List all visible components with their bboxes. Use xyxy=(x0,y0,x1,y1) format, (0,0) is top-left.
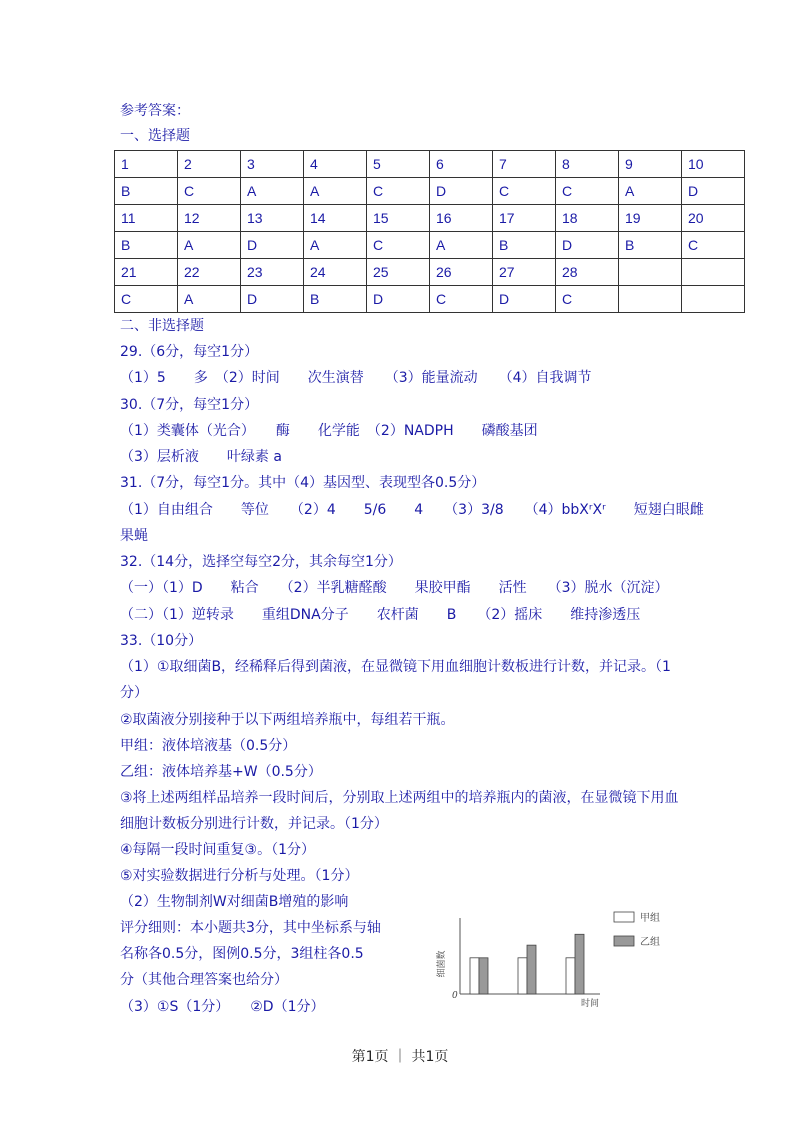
q31-answer-line2: 果蝇 xyxy=(120,528,148,544)
question-number-cell: 16 xyxy=(430,205,493,232)
answer-cell: B xyxy=(115,232,178,259)
answer-cell: D xyxy=(682,178,745,205)
bar-yi-1 xyxy=(479,958,488,994)
question-number-cell: 28 xyxy=(556,259,619,286)
answer-cell: A xyxy=(430,232,493,259)
legend-label-2: 乙组 xyxy=(640,937,660,948)
q33-heading: 33.（10分） xyxy=(120,633,203,649)
q33-line8: ④每隔一段时间重复③。（1分） xyxy=(120,842,316,858)
q29-answer: （1）5 多 （2）时间 次生演替 （3）能量流动 （4）自我调节 xyxy=(120,370,592,386)
q33-line11: 评分细则：本小题共3分，其中坐标系与轴 xyxy=(120,920,381,936)
section1-title: 一、选择题 xyxy=(120,128,190,144)
question-number-cell xyxy=(619,259,682,286)
answer-cell: C xyxy=(115,286,178,313)
y-axis-label: 细菌数 xyxy=(437,950,447,978)
q33-line14: （3）①S（1分） ②D（1分） xyxy=(120,999,325,1015)
question-number-cell: 3 xyxy=(241,151,304,178)
q30-heading: 30.（7分，每空1分） xyxy=(120,397,259,413)
question-number-cell: 2 xyxy=(178,151,241,178)
answer-cell xyxy=(682,286,745,313)
answer-cell: C xyxy=(556,286,619,313)
question-number-cell: 5 xyxy=(367,151,430,178)
q33-line9: ⑤对实验数据进行分析与处理。（1分） xyxy=(120,868,359,884)
answer-cell: D xyxy=(430,178,493,205)
q33-line7: 细胞计数板分别进行计数，并记录。（1分） xyxy=(120,816,388,832)
answer-table-row xyxy=(115,259,745,286)
answer-cell: C xyxy=(178,178,241,205)
bar-jia-3 xyxy=(566,958,575,994)
question-number-cell: 17 xyxy=(493,205,556,232)
answer-cell: C xyxy=(682,232,745,259)
question-number-cell: 14 xyxy=(304,205,367,232)
q33-line3: ②取菌液分别接种于以下两组培养瓶中，每组若干瓶。 xyxy=(120,712,455,728)
q33-line2: 分） xyxy=(120,685,148,701)
question-number-cell: 25 xyxy=(367,259,430,286)
q33-line5: 乙组：液体培养基+W（0.5分） xyxy=(120,764,322,780)
answer-cell: B xyxy=(304,286,367,313)
legend-swatch-1 xyxy=(614,912,634,922)
answer-cell: D xyxy=(556,232,619,259)
answer-table-row xyxy=(115,178,745,205)
question-number-cell: 23 xyxy=(241,259,304,286)
q32-heading: 32.（14分，选择空每空2分，其余每空1分） xyxy=(120,554,402,570)
answer-cell: C xyxy=(367,232,430,259)
answer-cell: B xyxy=(115,178,178,205)
page-footer: 第1页 ｜ 共1页 xyxy=(351,1049,449,1065)
question-number-cell: 8 xyxy=(556,151,619,178)
q30-answer-line1: （1）类囊体（光合） 酶 化学能 （2）NADPH 磷酸基团 xyxy=(120,423,538,439)
answer-cell: D xyxy=(241,232,304,259)
bar-jia-1 xyxy=(470,958,479,994)
answer-cell: D xyxy=(241,286,304,313)
question-number-cell: 21 xyxy=(115,259,178,286)
reference-answer-heading: 参考答案： xyxy=(120,103,190,119)
bar-jia-2 xyxy=(518,958,527,994)
q29-heading: 29.（6分，每空1分） xyxy=(120,344,259,360)
answer-cell: C xyxy=(556,178,619,205)
answer-cell: A xyxy=(619,178,682,205)
answer-cell: A xyxy=(241,178,304,205)
question-number-cell: 10 xyxy=(682,151,745,178)
legend-swatch-2 xyxy=(614,936,634,946)
question-number-cell: 1 xyxy=(115,151,178,178)
answer-cell: D xyxy=(493,286,556,313)
legend-label-1: 甲组 xyxy=(640,913,660,924)
answer-cell: B xyxy=(493,232,556,259)
answer-cell: C xyxy=(430,286,493,313)
question-number-cell: 26 xyxy=(430,259,493,286)
answer-cell: A xyxy=(304,178,367,205)
question-number-cell: 18 xyxy=(556,205,619,232)
answer-table-row xyxy=(115,151,745,178)
q33-line1: （1）①取细菌B，经稀释后得到菌液，在显微镜下用血细胞计数板进行计数，并记录。（1 xyxy=(120,659,671,675)
answer-table-row xyxy=(115,232,745,259)
answer-cell: A xyxy=(178,286,241,313)
question-number-cell: 19 xyxy=(619,205,682,232)
question-number-cell: 20 xyxy=(682,205,745,232)
answer-cell xyxy=(619,286,682,313)
question-number-cell: 6 xyxy=(430,151,493,178)
origin-label: 0 xyxy=(452,991,458,1001)
answer-table-row xyxy=(115,205,745,232)
q33-line10: （2）生物制剂W对细菌B增殖的影响 xyxy=(120,894,349,910)
x-axis-label: 时间 xyxy=(580,999,600,1008)
bar-yi-2 xyxy=(527,945,536,994)
question-number-cell: 24 xyxy=(304,259,367,286)
q33-line4: 甲组：液体培液基（0.5分） xyxy=(120,738,297,754)
question-number-cell: 12 xyxy=(178,205,241,232)
q31-heading: 31.（7分，每空1分。其中（4）基因型、表现型各0.5分） xyxy=(120,475,486,491)
q33-line6: ③将上述两组样品培养一段时间后，分别取上述两组中的培养瓶内的菌液，在显微镜下用血 xyxy=(120,790,679,806)
answer-cell: B xyxy=(619,232,682,259)
bar-yi-3 xyxy=(575,934,584,994)
answer-cell: A xyxy=(178,232,241,259)
answer-cell: A xyxy=(304,232,367,259)
question-number-cell: 13 xyxy=(241,205,304,232)
q30-answer-line2: （3）层析液 叶绿素 a xyxy=(120,449,282,465)
question-number-cell: 9 xyxy=(619,151,682,178)
question-number-cell: 11 xyxy=(115,205,178,232)
question-number-cell: 15 xyxy=(367,205,430,232)
answer-cell: C xyxy=(493,178,556,205)
answer-cell: C xyxy=(367,178,430,205)
question-number-cell: 27 xyxy=(493,259,556,286)
answer-cell: D xyxy=(367,286,430,313)
q31-answer-line1: （1）自由组合 等位 （2）4 5/6 4 （3）3/8 （4）bbXʳXʳ 短翅白眼雌 xyxy=(120,502,704,518)
section2-title: 二、非选择题 xyxy=(120,318,204,334)
question-number-cell xyxy=(682,259,745,286)
q32-answer-line2: （二）（1）逆转录 重组DNA分子 农杆菌 B （2）摇床 维持渗透压 xyxy=(120,607,641,623)
question-number-cell: 22 xyxy=(178,259,241,286)
question-number-cell: 7 xyxy=(493,151,556,178)
question-number-cell: 4 xyxy=(304,151,367,178)
q33-line12: 名称各0.5分，图例0.5分，3组柱各0.5 xyxy=(120,946,364,962)
bacteria-growth-chart xyxy=(436,908,676,1008)
q33-line13: 分（其他合理答案也给分） xyxy=(120,972,288,988)
q32-answer-line1: （一）（1）D 粘合 （2）半乳糖醛酸 果胶甲酯 活性 （3）脱水（沉淀） xyxy=(120,580,669,596)
answer-table xyxy=(114,150,745,313)
answer-table-row xyxy=(115,286,745,313)
